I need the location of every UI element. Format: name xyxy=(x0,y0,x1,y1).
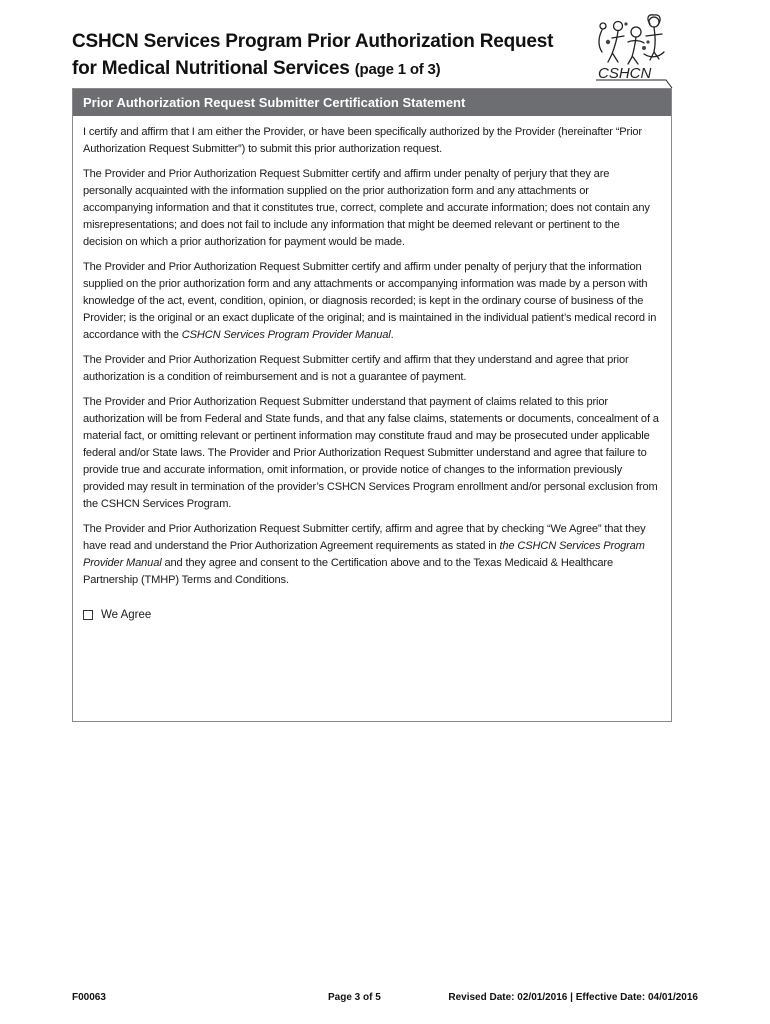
paragraph-3-text: The Provider and Prior Authorization Request Submitter certify and affirm under penalty of perjury that the information supplied on the prior authorization form and any attachments or accompanying information was made by a person with knowledge of the act, event, condition, opinion, or diagnosis recorded; is kept in the ordinary course of business of the Provider; is the original or an exact duplicate of the original; and is maintained in the individual patient’s medical record in accordance with the xyxy=(83,261,657,341)
we-agree-row[interactable] xyxy=(83,609,661,621)
certification-paragraph-5: The Provider and Prior Authorization Request Submitter understand that payment of claims related to this prior authorization will be from Federal and State funds, and that any false claims, statements or documents, concealment of a material fact, or omitting relevant or pertinent information may constitute fraud and may be prosecuted under applicable federal and/or State laws. The Provider and Prior Authorization Request Submitter understand and agree that failure to provide true and accurate information, omit information, or provide notice of changes to the information previously provided may result in termination of the provider’s CSHCN Services Program enrollment and/or personal exclusion from the CSHCN Services Program. xyxy=(83,396,659,510)
form-number: F00063 xyxy=(72,992,106,1003)
title-line-1: CSHCN Services Program Prior Authorization Request xyxy=(72,31,554,52)
provider-manual-reference: the CSHCN Services Program Provider Manual xyxy=(83,540,645,569)
page-note: (page 1 of 3) xyxy=(354,61,441,78)
revision-dates: Revised Date: 02/01/2016 | Effective Date: 04/01/2016 xyxy=(448,992,698,1003)
page-footer xyxy=(72,992,698,1006)
paragraph-6-end: and they agree and consent to the Certification above and to the Texas Medicaid & Healthcare Partnership (TMHP) Terms and Conditions. xyxy=(83,557,613,586)
cshcn-logo xyxy=(588,12,674,88)
certification-paragraph-1: I certify and affirm that I am either the Provider, or have been specifically authorized by the Provider (hereinafter “Prior Authorization Request Submitter”) to submit this prior authorization request. xyxy=(83,126,642,155)
certification-paragraph-6 xyxy=(83,521,661,589)
certification-paragraph-4: The Provider and Prior Authorization Request Submitter certify and affirm that they understand and agree that prior authorization is a condition of reimbursement and is not a guarantee of payment. xyxy=(83,354,629,383)
we-agree-checkbox[interactable] xyxy=(83,610,93,620)
logo-text: CSHCN xyxy=(598,65,652,82)
certification-paragraph-3 xyxy=(83,259,661,344)
title-line-2-text: for Medical Nutritional Services xyxy=(72,58,350,79)
certification-paragraph-2: The Provider and Prior Authorization Request Submitter certify and affirm under penalty of perjury that they are personally acquainted with the information supplied on the prior authorization form and any attachments or accompanying information and that it constitutes true, correct, complete and accurate information; does not contain any misrepresentations; and does not fail to include any information that might be deemed relevant or pertinent to the decision on which a prior authorization for payment would be made. xyxy=(83,168,650,248)
certification-heading: Prior Authorization Request Submitter Certification Statement xyxy=(73,89,671,116)
we-agree-label: We Agree xyxy=(101,609,152,621)
certification-section xyxy=(72,88,672,722)
paragraph-6-text: The Provider and Prior Authorization Request Submitter certify, affirm and agree that by checking “We Agree” that they have read and understand the Prior Authorization Agreement requirements as stated in xyxy=(83,523,646,552)
page-title xyxy=(72,28,592,83)
provider-manual-title: CSHCN Services Program Provider Manual xyxy=(181,329,391,341)
page-number: Page 3 of 5 xyxy=(328,992,381,1003)
paragraph-3-end: . xyxy=(390,329,394,341)
certification-body xyxy=(73,116,671,621)
title-line-2 xyxy=(72,55,592,83)
